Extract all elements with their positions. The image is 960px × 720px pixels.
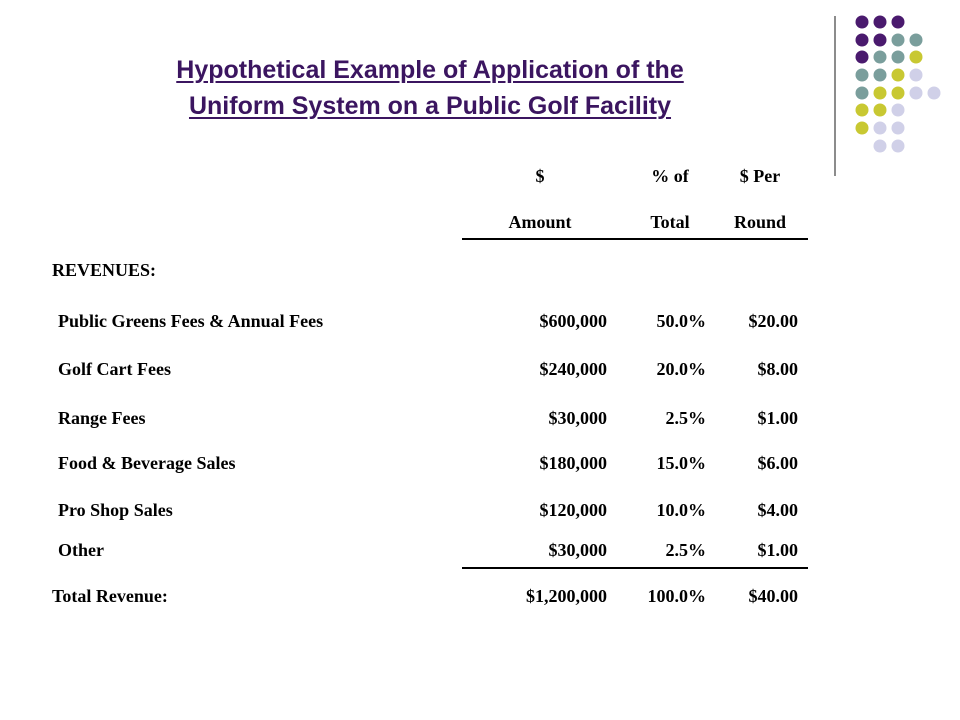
row-percent: 15.0% bbox=[656, 453, 706, 473]
total-rule bbox=[462, 567, 808, 569]
row-per-round: $20.00 bbox=[748, 311, 798, 331]
decoration-dot bbox=[856, 87, 869, 100]
decoration-dot bbox=[874, 34, 887, 47]
decoration-dot bbox=[892, 69, 905, 82]
header-amount: Amount bbox=[508, 212, 572, 232]
row-per-round: $4.00 bbox=[757, 500, 798, 520]
slide-title-line-1: Hypothetical Example of Application of the bbox=[176, 56, 684, 84]
total-amount: $1,200,000 bbox=[526, 586, 607, 606]
divider-line bbox=[834, 16, 836, 176]
header-total: Total bbox=[650, 212, 690, 232]
row-amount: $240,000 bbox=[539, 359, 607, 379]
row-label: Pro Shop Sales bbox=[58, 500, 173, 520]
row-per-round: $8.00 bbox=[757, 359, 798, 379]
header-per-round-top: $ Per bbox=[739, 166, 781, 186]
decoration-dot bbox=[874, 104, 887, 117]
decoration-dot bbox=[856, 122, 869, 135]
decoration-dot bbox=[892, 16, 905, 29]
decoration-dot bbox=[910, 87, 923, 100]
row-amount: $30,000 bbox=[548, 540, 607, 560]
row-label: Public Greens Fees & Annual Fees bbox=[58, 311, 324, 331]
decoration-dot bbox=[874, 51, 887, 64]
row-percent: 2.5% bbox=[665, 540, 706, 560]
decoration-dot bbox=[892, 104, 905, 117]
decoration-dot bbox=[874, 140, 887, 153]
total-per-round: $40.00 bbox=[748, 586, 798, 606]
decoration-dot bbox=[856, 51, 869, 64]
decoration-dot bbox=[874, 69, 887, 82]
total-percent: 100.0% bbox=[647, 586, 706, 606]
decoration-dot bbox=[856, 104, 869, 117]
decoration-dot bbox=[892, 122, 905, 135]
row-amount: $30,000 bbox=[548, 408, 607, 428]
row-percent: 2.5% bbox=[665, 408, 706, 428]
row-amount: $120,000 bbox=[539, 500, 607, 520]
decoration-dot bbox=[874, 87, 887, 100]
header-per-round: Round bbox=[733, 212, 787, 232]
decoration-dot bbox=[874, 16, 887, 29]
row-label: Range Fees bbox=[58, 408, 146, 428]
decoration-dot bbox=[892, 34, 905, 47]
row-label: Golf Cart Fees bbox=[58, 359, 171, 379]
header-rule bbox=[462, 238, 808, 240]
header-amount-top: $ bbox=[535, 166, 545, 186]
row-label: Food & Beverage Sales bbox=[58, 453, 236, 473]
row-label: Other bbox=[58, 540, 104, 560]
decoration-dot bbox=[892, 87, 905, 100]
slide-title-line-2: Uniform System on a Public Golf Facility bbox=[188, 92, 672, 120]
header-total-top: % of bbox=[651, 166, 689, 186]
decoration-dot bbox=[892, 140, 905, 153]
decoration-dot bbox=[856, 34, 869, 47]
decoration-dot bbox=[910, 69, 923, 82]
row-per-round: $6.00 bbox=[757, 453, 798, 473]
decoration-dot bbox=[910, 34, 923, 47]
row-amount: $600,000 bbox=[539, 311, 607, 331]
row-percent: 50.0% bbox=[656, 311, 706, 331]
section-label-revenues: REVENUES: bbox=[52, 260, 157, 280]
row-percent: 20.0% bbox=[656, 359, 706, 379]
decoration-dot bbox=[856, 16, 869, 29]
decoration-dot bbox=[856, 69, 869, 82]
slide-title bbox=[100, 52, 760, 124]
row-percent: 10.0% bbox=[656, 500, 706, 520]
row-amount: $180,000 bbox=[539, 453, 607, 473]
row-per-round: $1.00 bbox=[757, 540, 798, 560]
decoration-dot bbox=[910, 51, 923, 64]
total-label: Total Revenue: bbox=[52, 586, 168, 606]
row-per-round: $1.00 bbox=[757, 408, 798, 428]
decoration-dot bbox=[874, 122, 887, 135]
decoration-dot bbox=[928, 87, 941, 100]
decoration-dot bbox=[892, 51, 905, 64]
